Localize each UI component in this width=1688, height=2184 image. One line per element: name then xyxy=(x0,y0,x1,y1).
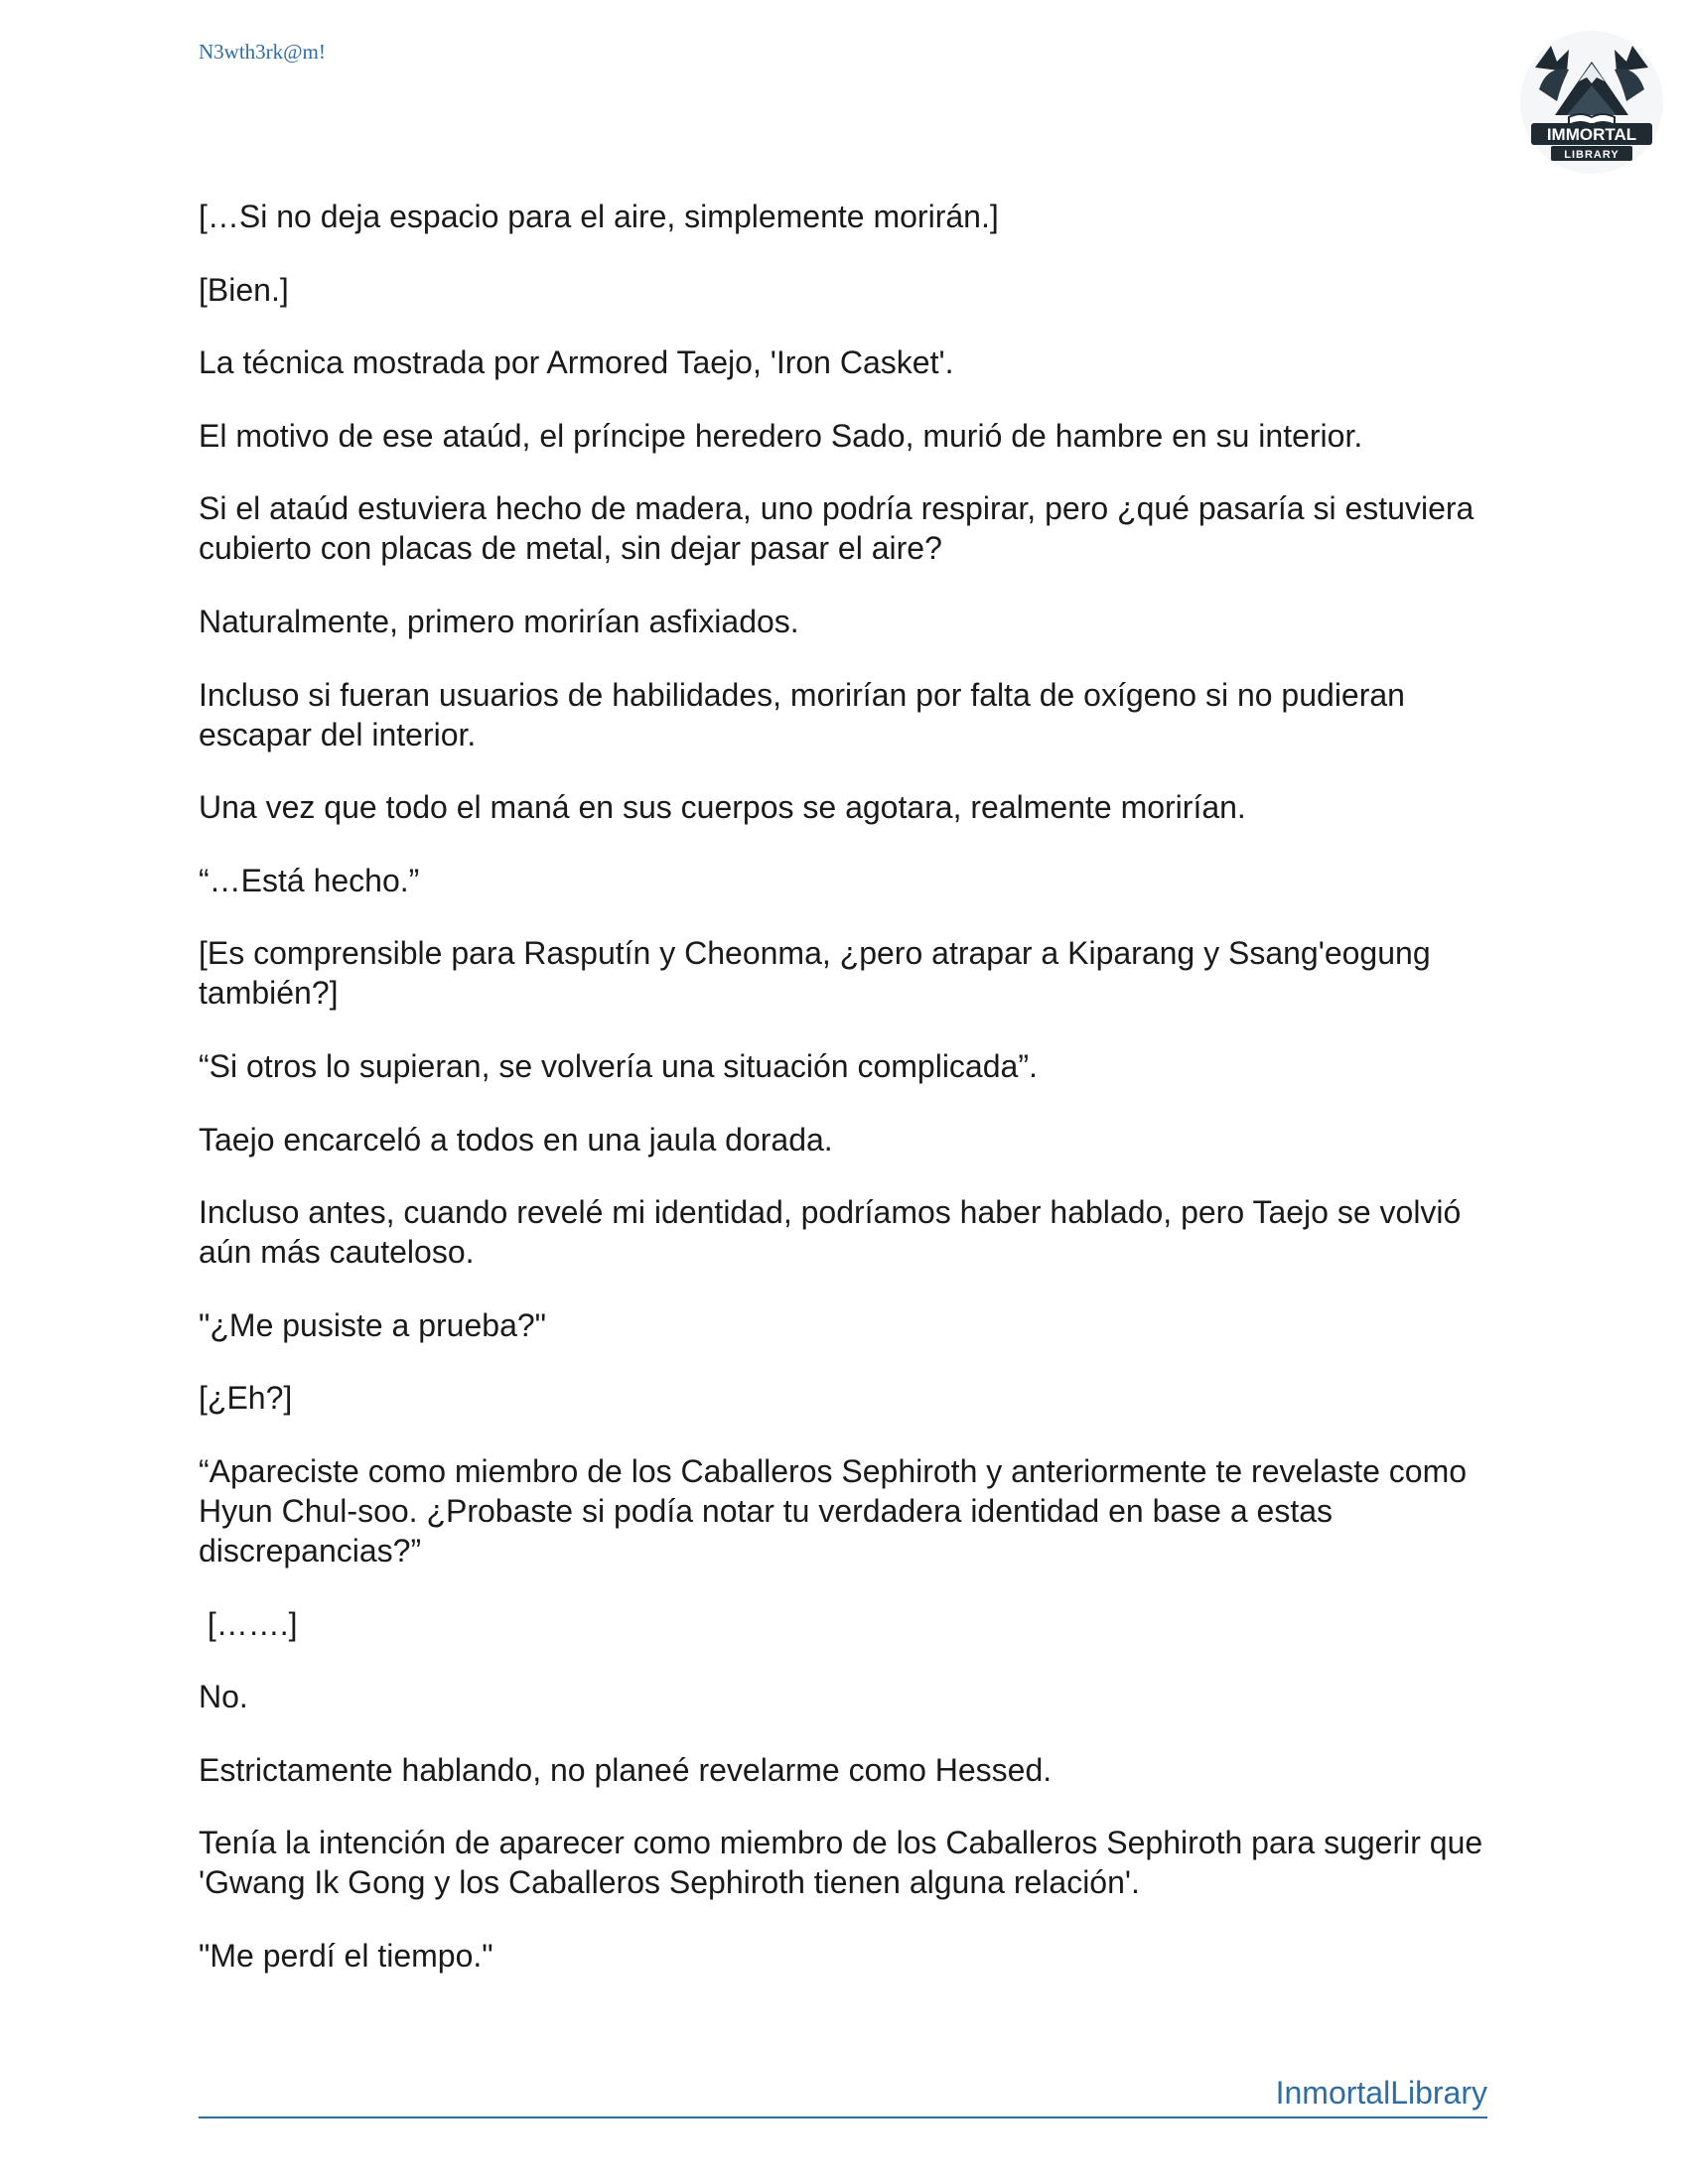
paragraph: [¿Eh?] xyxy=(199,1380,293,1417)
footer-underline xyxy=(199,2116,1487,2118)
paragraph: Estrictamente hablando, no planeé revelarme como Hessed. xyxy=(199,1751,1053,1788)
paragraph: […….] xyxy=(199,1605,298,1642)
paragraph: "¿Me pusiste a prueba?" xyxy=(199,1306,547,1343)
paragraph: “…Está hecho.” xyxy=(199,862,420,898)
logo-bottom-text: LIBRARY xyxy=(1564,149,1619,161)
paragraph: Naturalmente, primero morirían asfixiados. xyxy=(199,603,799,639)
paragraph: Si el ataúd estuviera hecho de madera, uno podría respirar, pero ¿qué pasaría si estuviera cubierto con placas de metal, sin dejar pasar el aire? xyxy=(199,490,1483,567)
paragraph: Incluso si fueran usuarios de habilidades, morirían por falta de oxígeno si no pudieran escapar del interior. xyxy=(199,676,1414,752)
footer-link[interactable]: InmortalLibrary xyxy=(1275,2075,1487,2111)
paragraph: […Si no deja espacio para el aire, simplemente morirán.] xyxy=(199,199,999,234)
paragraph: Incluso antes, cuando revelé mi identidad, podríamos haber hablado, pero Taejo se volvió aún más cauteloso. xyxy=(199,1194,1471,1271)
paragraph: “Si otros lo supieran, se volvería una situación complicada”. xyxy=(199,1047,1038,1084)
logo-top-text: IMMORTAL xyxy=(1546,125,1637,144)
paragraph: [Es comprensible para Rasputín y Cheonma, ¿pero atrapar a Kiparang y Ssang'eogung también?] xyxy=(199,935,1440,1012)
paragraph: "Me perdí el tiempo." xyxy=(199,1937,493,1974)
paragraph: [Bien.] xyxy=(199,271,289,308)
paragraph: Una vez que todo el maná en sus cuerpos se agotara, realmente morirían. xyxy=(199,789,1246,826)
paragraph: “Apareciste como miembro de los Caballeros Sephiroth y anteriormente te revelaste como Hyun Chul-soo. ¿Probaste si podía notar tu verdadera identidad en base a estas discrepancias?” xyxy=(199,1452,1476,1569)
paragraph: No. xyxy=(199,1679,248,1715)
paragraph: Taejo encarceló a todos en una jaula dorada. xyxy=(199,1121,833,1158)
paragraph: Tenía la intención de aparecer como miembro de los Caballeros Sephiroth para sugerir que 'Gwang Ik Gong y los Caballeros Sephiroth tienen alguna relación'. xyxy=(199,1825,1492,1901)
paragraph: El motivo de ese ataúd, el príncipe heredero Sado, murió de hambre en su interior. xyxy=(199,417,1363,454)
immortal-library-logo xyxy=(1517,28,1666,177)
document-body xyxy=(199,197,1509,2008)
header-watermark: N3wth3rk@m! xyxy=(199,40,326,64)
paragraph: La técnica mostrada por Armored Taejo, 'Iron Casket'. xyxy=(199,344,954,381)
